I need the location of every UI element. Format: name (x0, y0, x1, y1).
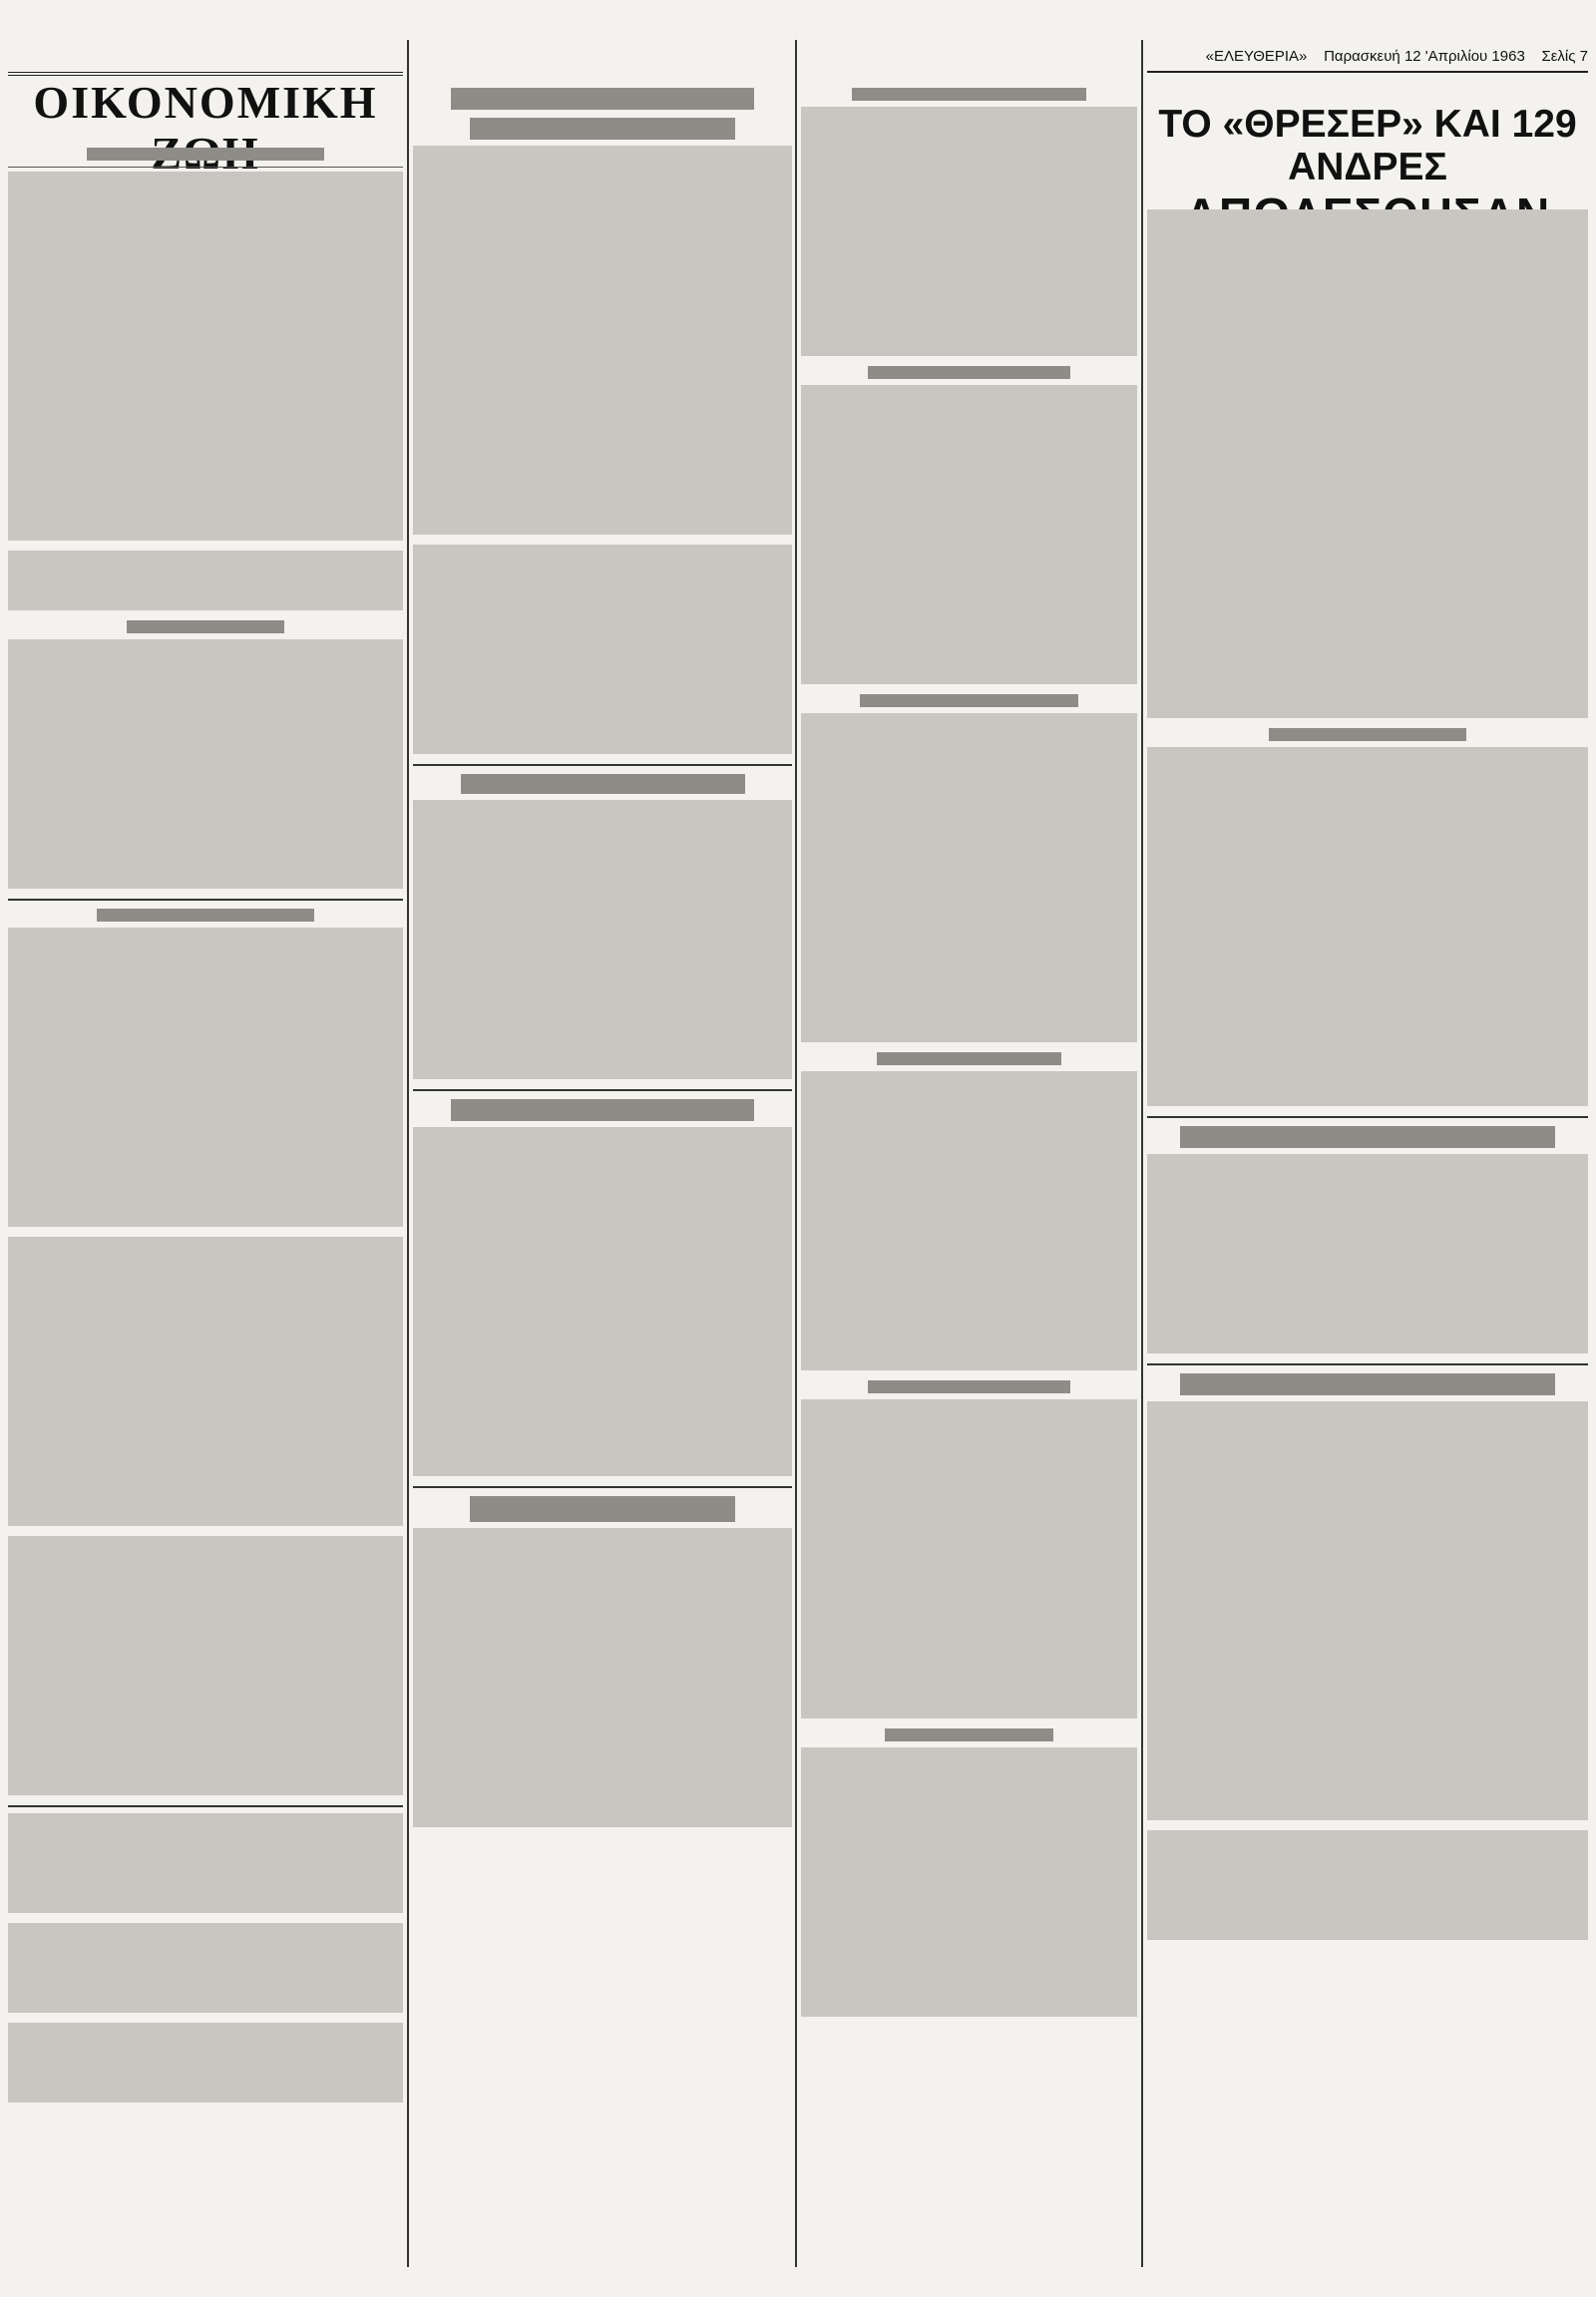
unreadable-heading (87, 148, 324, 161)
column-2 (413, 80, 792, 2257)
column-3 (801, 80, 1137, 2257)
unreadable-paragraph (8, 639, 403, 889)
column-rule (795, 40, 797, 2267)
unreadable-advertisement (1147, 1830, 1588, 1940)
unreadable-heading (877, 1052, 1061, 1065)
running-header (1147, 48, 1588, 73)
divider (8, 1805, 403, 1807)
unreadable-paragraph (8, 1536, 403, 1795)
divider (8, 167, 403, 168)
unreadable-advertisement (8, 1813, 403, 1913)
unreadable-headline (451, 1099, 754, 1121)
unreadable-heading (885, 1728, 1053, 1741)
unreadable-paragraph (1147, 747, 1588, 1106)
unreadable-paragraph (801, 713, 1137, 1042)
unreadable-heading (1269, 728, 1467, 741)
divider (8, 899, 403, 901)
unreadable-advertisement (8, 1923, 403, 2013)
column-rule (407, 40, 409, 2267)
divider (413, 1486, 792, 1488)
unreadable-paragraph (801, 1747, 1137, 2017)
page-number: Σελίς 7 (1541, 48, 1588, 65)
column-4 (1147, 209, 1588, 2257)
unreadable-headline (1180, 1126, 1555, 1148)
unreadable-heading (97, 909, 314, 922)
divider (1147, 1363, 1588, 1365)
column-1 (8, 140, 403, 2257)
unreadable-heading (127, 620, 284, 633)
unreadable-headline (451, 88, 754, 110)
divider (1147, 1116, 1588, 1118)
unreadable-heading (852, 88, 1087, 101)
masthead: ΟΙΚΟΝΟΜΙΚΗ (8, 72, 403, 185)
unreadable-heading (868, 1380, 1069, 1393)
unreadable-paragraph (413, 146, 792, 535)
unreadable-paragraph (413, 800, 792, 1079)
unreadable-paragraph (801, 1071, 1137, 1370)
main-headline-line-1: ΤΟ «ΘΡΕΣΕΡ» ΚΑΙ 129 ΑΝΔΡΕΣ (1158, 103, 1577, 189)
unreadable-advertisement (8, 2023, 403, 2103)
unreadable-heading (868, 366, 1069, 379)
unreadable-heading (860, 694, 1078, 707)
unreadable-headline (470, 1496, 735, 1522)
unreadable-headline (1180, 1373, 1555, 1395)
unreadable-headline (461, 774, 745, 794)
unreadable-paragraph (8, 1237, 403, 1526)
unreadable-paragraph (801, 385, 1137, 684)
paper-name: «ΕΛΕΥΘΕΡΙΑ» (1205, 48, 1308, 65)
unreadable-table (8, 551, 403, 610)
unreadable-headline (470, 118, 735, 140)
divider (413, 764, 792, 766)
unreadable-paragraph (1147, 209, 1588, 718)
unreadable-table (8, 172, 403, 541)
column-rule (1141, 40, 1143, 2267)
issue-date: Παρασκευή 12 'Απριλίου 1963 (1324, 48, 1525, 65)
divider (413, 1089, 792, 1091)
unreadable-paragraph (801, 1399, 1137, 1719)
unreadable-paragraph (8, 928, 403, 1227)
unreadable-paragraph (1147, 1154, 1588, 1353)
unreadable-paragraph (413, 1127, 792, 1476)
unreadable-paragraph (801, 107, 1137, 356)
unreadable-paragraph (1147, 1401, 1588, 1820)
unreadable-table (413, 545, 792, 754)
unreadable-advertisement (413, 1528, 792, 1827)
